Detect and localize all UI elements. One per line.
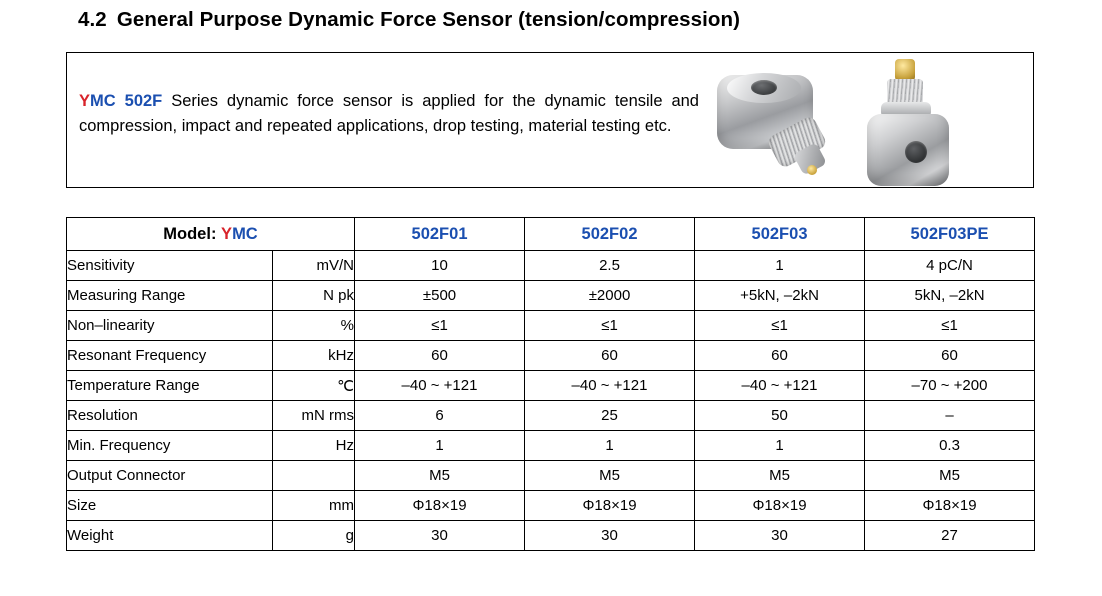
product-model-name: 502F bbox=[124, 92, 163, 110]
row-value-3: 60 bbox=[695, 341, 865, 371]
row-label: Resolution bbox=[67, 401, 273, 431]
table-row bbox=[67, 431, 1035, 461]
table-header-col-4: 502F03PE bbox=[865, 218, 1035, 251]
table-row bbox=[67, 401, 1035, 431]
row-value-3: 30 bbox=[695, 521, 865, 551]
row-value-1: 6 bbox=[355, 401, 525, 431]
row-value-4: 5kN, –2kN bbox=[865, 281, 1035, 311]
section-title: General Purpose Dynamic Force Sensor (tension/compression) bbox=[116, 8, 741, 31]
row-label: Weight bbox=[67, 521, 273, 551]
row-unit: Hz bbox=[273, 431, 355, 461]
row-value-1: –40 ~ +121 bbox=[355, 371, 525, 401]
row-value-2: 2.5 bbox=[525, 251, 695, 281]
sensor-photo-right bbox=[847, 59, 977, 189]
table-row bbox=[67, 371, 1035, 401]
brand-letter-y: Y bbox=[79, 92, 91, 110]
table-header-col-3: 502F03 bbox=[695, 218, 865, 251]
header-brand-mc: MC bbox=[232, 224, 258, 243]
row-unit: mm bbox=[273, 491, 355, 521]
sensor-photo-left bbox=[711, 73, 823, 185]
row-value-1: Φ18×19 bbox=[355, 491, 525, 521]
row-value-3: 1 bbox=[695, 251, 865, 281]
row-value-2: 25 bbox=[525, 401, 695, 431]
row-unit: kHz bbox=[273, 341, 355, 371]
table-row bbox=[67, 491, 1035, 521]
row-value-2: ≤1 bbox=[525, 311, 695, 341]
row-unit bbox=[273, 461, 355, 491]
row-value-4: –70 ~ +200 bbox=[865, 371, 1035, 401]
row-unit: g bbox=[273, 521, 355, 551]
row-value-1: 60 bbox=[355, 341, 525, 371]
row-value-4: M5 bbox=[865, 461, 1035, 491]
table-row bbox=[67, 461, 1035, 491]
row-value-2: 30 bbox=[525, 521, 695, 551]
row-value-1: 1 bbox=[355, 431, 525, 461]
row-value-4: 60 bbox=[865, 341, 1035, 371]
page-title bbox=[78, 8, 740, 32]
row-value-3: Φ18×19 bbox=[695, 491, 865, 521]
row-unit: N pk bbox=[273, 281, 355, 311]
row-value-1: 30 bbox=[355, 521, 525, 551]
row-label: Output Connector bbox=[67, 461, 273, 491]
row-value-2: M5 bbox=[525, 461, 695, 491]
sensor-mounting-stud bbox=[895, 59, 915, 81]
row-value-2: 1 bbox=[525, 431, 695, 461]
row-value-3: M5 bbox=[695, 461, 865, 491]
row-label: Measuring Range bbox=[67, 281, 273, 311]
table-header-model bbox=[67, 218, 355, 251]
row-value-4: – bbox=[865, 401, 1035, 431]
row-value-3: 50 bbox=[695, 401, 865, 431]
table-header-col-1: 502F01 bbox=[355, 218, 525, 251]
row-unit: mV/N bbox=[273, 251, 355, 281]
table-row bbox=[67, 341, 1035, 371]
table-row bbox=[67, 521, 1035, 551]
specification-table bbox=[66, 217, 1035, 551]
product-intro-box bbox=[66, 52, 1034, 188]
row-label: Temperature Range bbox=[67, 371, 273, 401]
product-description: Series dynamic force sensor is applied for the dynamic tensile and compression, impact and repeated applications, drop testing, material testing etc. bbox=[79, 92, 699, 135]
row-unit: mN rms bbox=[273, 401, 355, 431]
row-value-1: ±500 bbox=[355, 281, 525, 311]
row-label: Size bbox=[67, 491, 273, 521]
row-value-4: 0.3 bbox=[865, 431, 1035, 461]
sensor-photo-group bbox=[701, 59, 1001, 189]
sensor-side-port bbox=[905, 141, 927, 163]
row-value-1: 10 bbox=[355, 251, 525, 281]
row-value-1: M5 bbox=[355, 461, 525, 491]
table-row bbox=[67, 311, 1035, 341]
row-value-2: ±2000 bbox=[525, 281, 695, 311]
brand-letters-mc: MC bbox=[90, 92, 116, 110]
row-label: Resonant Frequency bbox=[67, 341, 273, 371]
row-label: Min. Frequency bbox=[67, 431, 273, 461]
model-label: Model: bbox=[163, 224, 217, 243]
row-value-4: 27 bbox=[865, 521, 1035, 551]
row-value-3: –40 ~ +121 bbox=[695, 371, 865, 401]
row-value-4: 4 pC/N bbox=[865, 251, 1035, 281]
row-value-2: –40 ~ +121 bbox=[525, 371, 695, 401]
table-header-col-2: 502F02 bbox=[525, 218, 695, 251]
row-value-3: ≤1 bbox=[695, 311, 865, 341]
sensor-threaded-hole bbox=[751, 80, 777, 95]
row-value-4: Φ18×19 bbox=[865, 491, 1035, 521]
row-unit: ℃ bbox=[273, 371, 355, 401]
row-value-1: ≤1 bbox=[355, 311, 525, 341]
table-row bbox=[67, 281, 1035, 311]
product-intro-text bbox=[79, 89, 699, 139]
row-label: Non–linearity bbox=[67, 311, 273, 341]
row-value-3: 1 bbox=[695, 431, 865, 461]
row-value-4: ≤1 bbox=[865, 311, 1035, 341]
row-value-2: Φ18×19 bbox=[525, 491, 695, 521]
table-row bbox=[67, 251, 1035, 281]
table-header-row bbox=[67, 218, 1035, 251]
header-brand-y: Y bbox=[221, 224, 233, 243]
row-value-2: 60 bbox=[525, 341, 695, 371]
section-number: 4.2 bbox=[78, 8, 107, 31]
row-label: Sensitivity bbox=[67, 251, 273, 281]
row-unit: % bbox=[273, 311, 355, 341]
sensor-connector-pin bbox=[807, 165, 817, 175]
row-value-3: +5kN, –2kN bbox=[695, 281, 865, 311]
